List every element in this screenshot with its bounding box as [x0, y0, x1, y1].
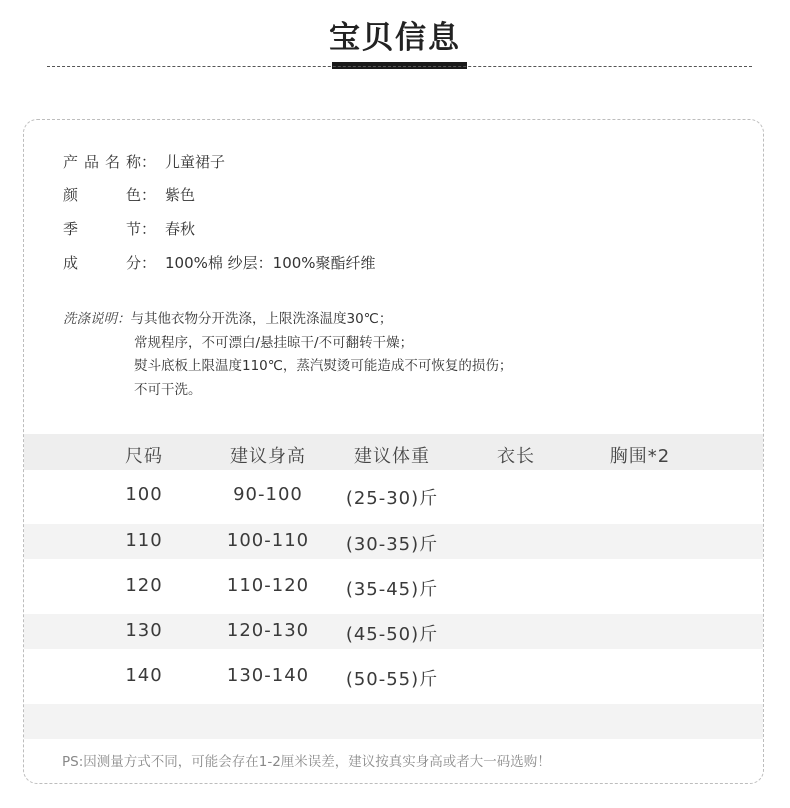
cell-weight: (35-45)斤	[345, 579, 439, 600]
header-chest: 胸围*2	[609, 446, 671, 467]
row-band	[24, 704, 763, 739]
cell-weight: (25-30)斤	[345, 488, 439, 509]
cell-size: 100	[125, 484, 163, 505]
cell-size: 120	[125, 575, 163, 596]
cell-weight: (30-35)斤	[345, 534, 439, 555]
info-value: 春秋	[165, 220, 196, 238]
wash-line: 与其他衣物分开洗涤，上限洗涤温度30℃；	[130, 311, 393, 327]
wash-line: 熨斗底板上限温度110℃，蒸汽熨烫可能造成不可恢复的损伤；	[134, 358, 513, 374]
page-title: 宝贝信息	[329, 20, 461, 56]
info-value: 儿童裙子	[165, 153, 226, 171]
header-length: 衣长	[497, 446, 535, 467]
info-value: 100%棉 纱层：100%聚酯纤维	[165, 254, 376, 272]
header-weight: 建议体重	[354, 446, 430, 467]
info-colon: ：	[141, 220, 157, 238]
wash-instructions	[63, 308, 512, 402]
info-colon: ：	[141, 153, 157, 171]
info-value: 紫色	[165, 186, 196, 204]
info-row-season	[63, 218, 195, 239]
info-key: 成分	[63, 254, 141, 272]
wash-line: 常规程序，不可漂白/悬挂晾干/不可翻转干燥；	[134, 334, 414, 351]
info-key: 产品名称	[63, 153, 141, 171]
header-size: 尺码	[125, 446, 163, 467]
info-key: 季节	[63, 220, 141, 238]
cell-size: 130	[125, 620, 163, 641]
cell-size: 140	[125, 665, 163, 686]
info-row-name	[63, 151, 225, 172]
info-row-material	[63, 252, 376, 273]
info-key: 颜色	[63, 186, 141, 204]
measurement-note: PS:因测量方式不同，可能会存在1-2厘米误差，建议按真实身高或者大一码选购！	[62, 754, 551, 770]
cell-height: 120-130	[226, 620, 310, 641]
header-height: 建议身高	[230, 446, 306, 467]
title-divider	[47, 66, 752, 67]
info-colon: ：	[141, 254, 157, 272]
wash-label: 洗涤说明：	[63, 311, 131, 327]
info-colon: ：	[141, 186, 157, 204]
cell-weight: (45-50)斤	[345, 624, 439, 645]
cell-height: 130-140	[226, 665, 310, 686]
wash-line: 不可干洗。	[134, 381, 202, 398]
info-row-color	[63, 184, 195, 205]
cell-size: 110	[125, 530, 163, 551]
cell-height: 110-120	[226, 575, 310, 596]
cell-weight: (50-55)斤	[345, 669, 439, 690]
cell-height: 100-110	[226, 530, 310, 551]
cell-height: 90-100	[233, 484, 303, 505]
